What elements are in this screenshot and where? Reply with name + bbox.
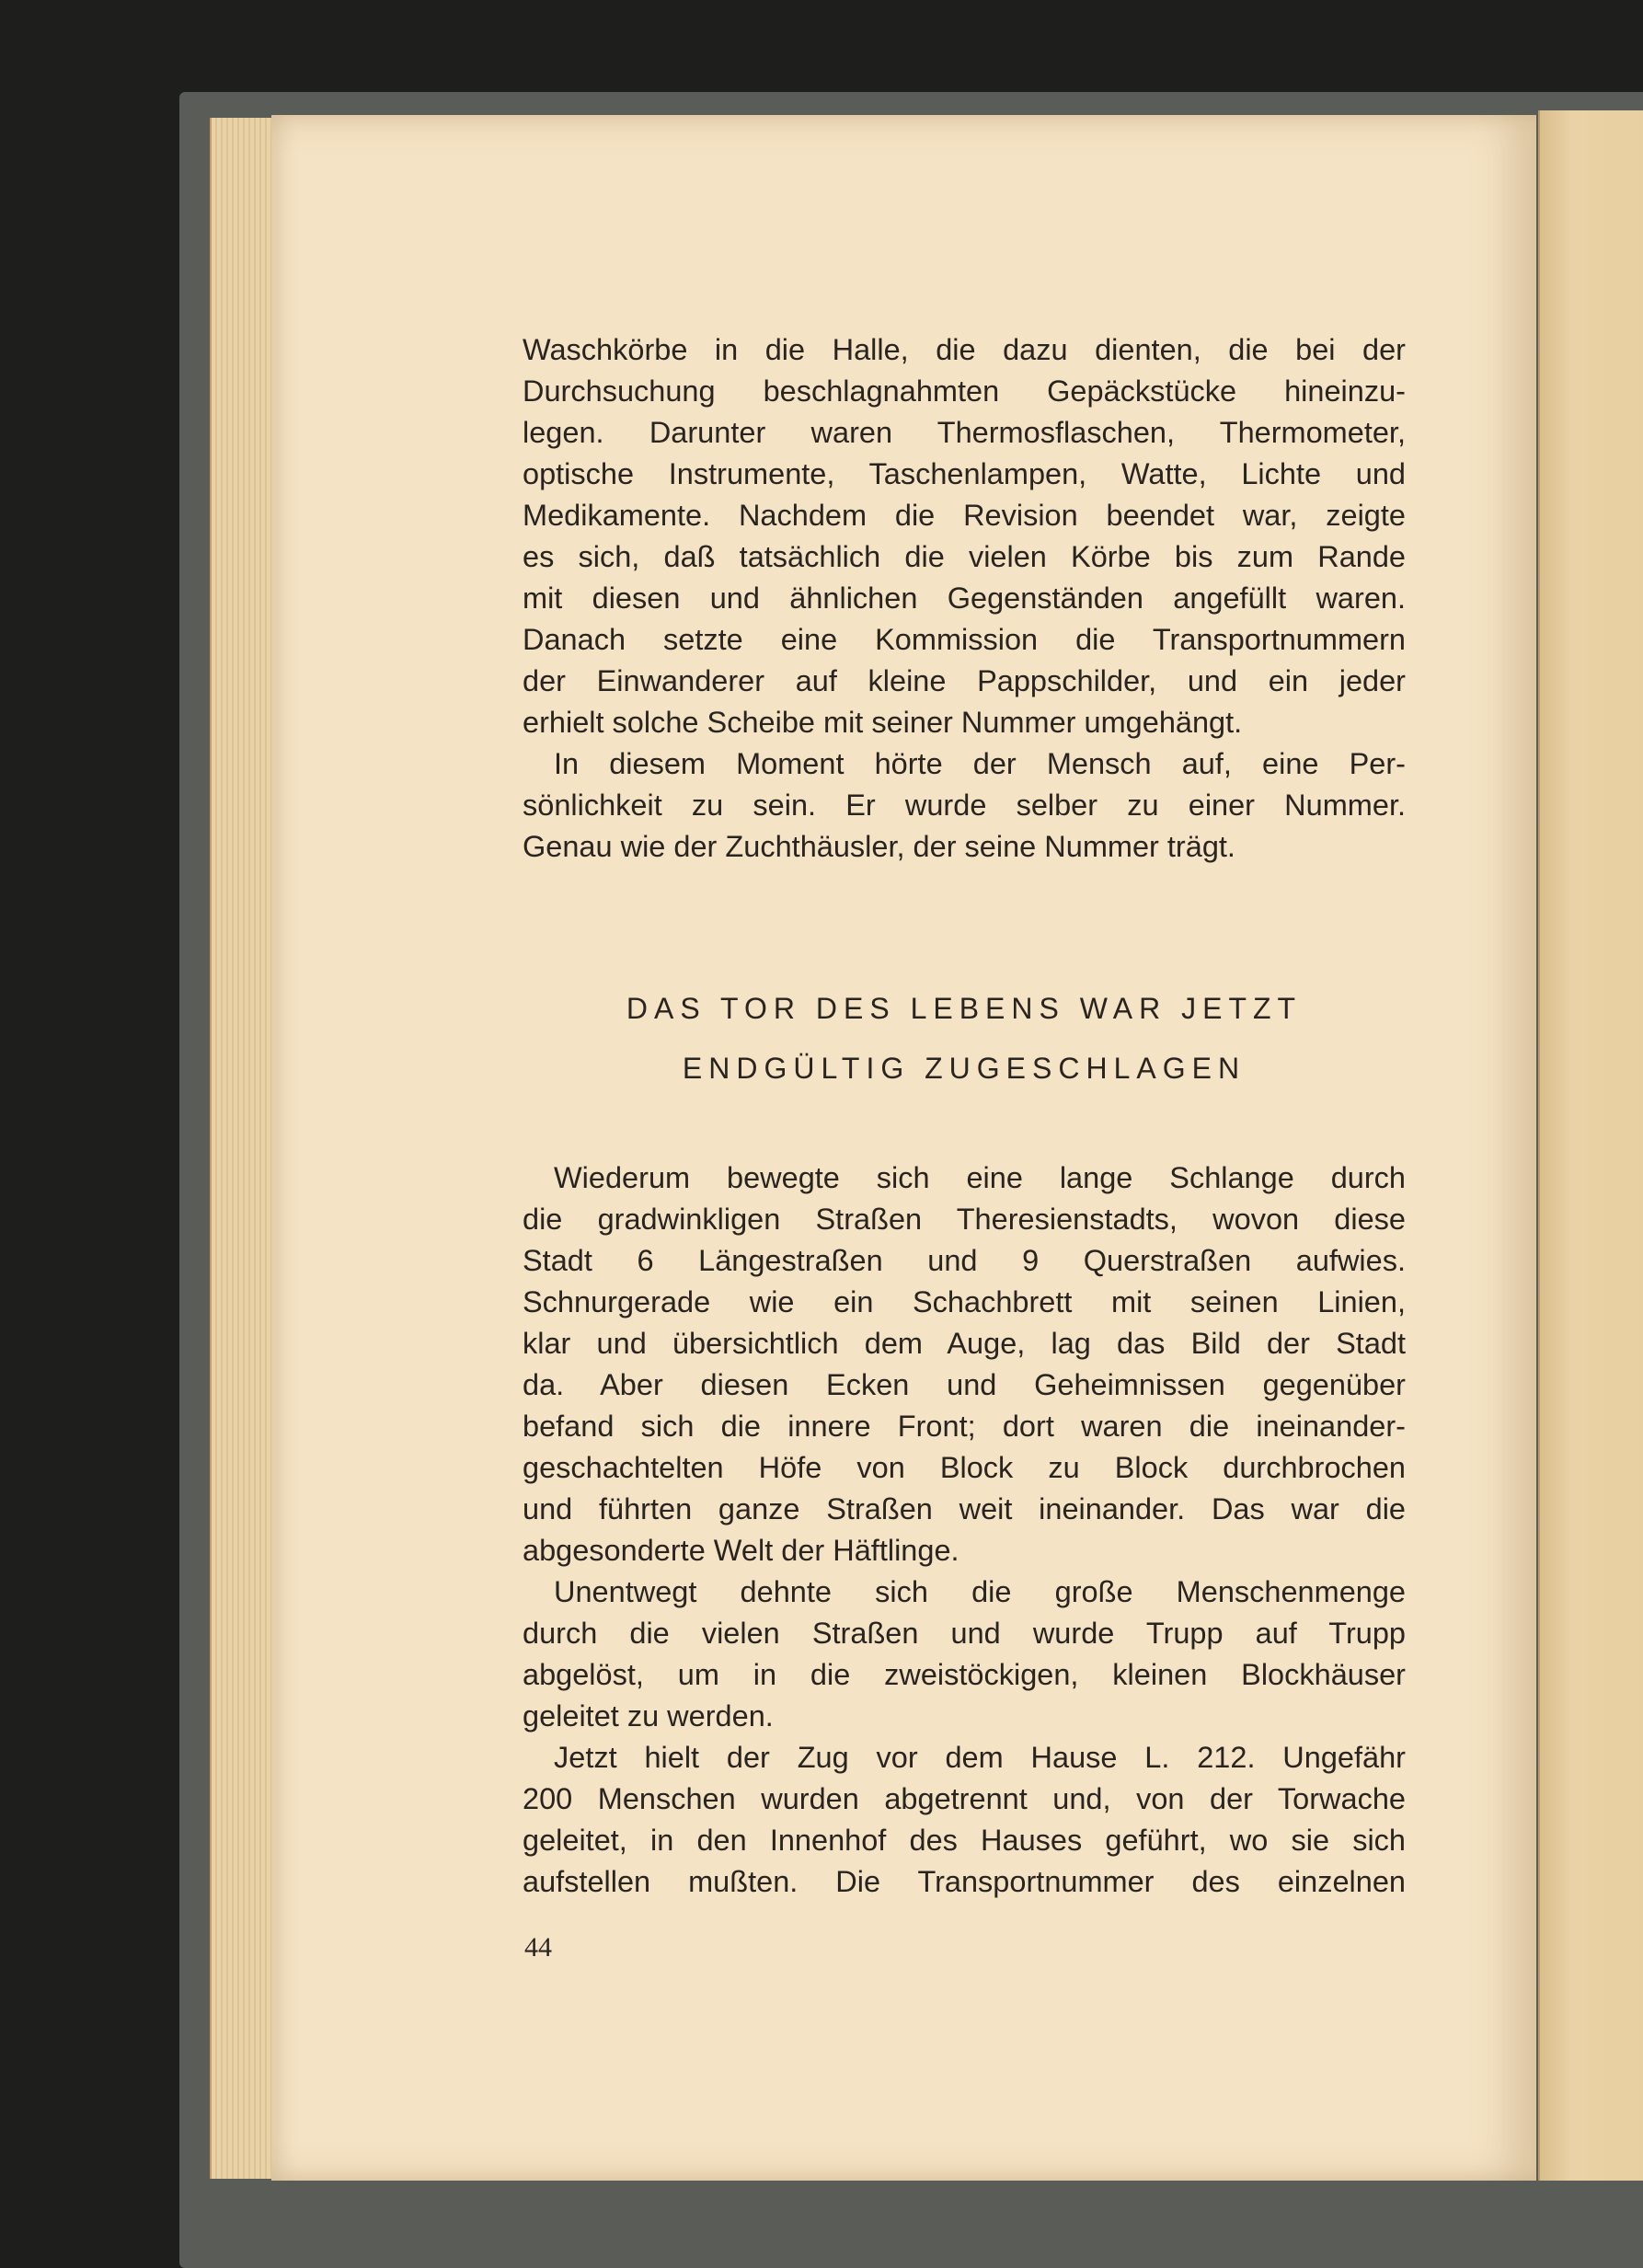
next-page-edge <box>1538 110 1643 2181</box>
text-line: Wiederum bewegte sich eine lange Schlange durch <box>554 1161 1406 1194</box>
text-line: geleitet zu werden. <box>523 1699 774 1733</box>
text-line: abgelöst, um in die zweistöckigen, kleinen Blockhäuser <box>523 1658 1406 1691</box>
paragraph-3 <box>523 1157 1406 1571</box>
text-line: Medikamente. Nachdem die Revision beendet war, zeigte <box>523 499 1406 532</box>
text-line: Durchsuchung beschlagnahmten Gepäckstücke hineinzu- <box>523 374 1406 408</box>
text-line: der Einwanderer auf kleine Pappschilder, und ein jeder <box>523 664 1406 697</box>
text-line: aufstellen mußten. Die Transportnummer des einzelnen <box>523 1865 1406 1898</box>
text-line: Jetzt hielt der Zug vor dem Hause L. 212. Ungefähr <box>554 1741 1406 1774</box>
text-line: geleitet, in den Innenhof des Hauses geführt, wo sie sich <box>523 1824 1406 1857</box>
text-line: erhielt solche Scheibe mit seiner Nummer umgehängt. <box>523 706 1243 739</box>
text-line: Danach setzte eine Kommission die Transportnummern <box>523 623 1406 656</box>
body-text-bottom <box>523 1157 1406 1903</box>
chapter-heading-line-1: DAS TOR DES LEBENS WAR JETZT <box>626 992 1303 1025</box>
text-line: da. Aber diesen Ecken und Geheimnissen gegenüber <box>523 1368 1406 1401</box>
text-line: Stadt 6 Längestraßen und 9 Querstraßen aufwies. <box>523 1244 1406 1277</box>
text-line: In diesem Moment hörte der Mensch auf, eine Per- <box>554 747 1406 780</box>
text-line: befand sich die innere Front; dort waren die ineinander- <box>523 1410 1406 1443</box>
text-line: die gradwinkligen Straßen Theresienstadts, wovon diese <box>523 1203 1406 1236</box>
paragraph-4 <box>523 1571 1406 1737</box>
text-line: abgesonderte Welt der Häftlinge. <box>523 1534 959 1567</box>
text-line: klar und übersichtlich dem Auge, lag das Bild der Stadt <box>523 1327 1406 1360</box>
text-line: es sich, daß tatsächlich die vielen Körbe bis zum Rande <box>523 540 1406 573</box>
text-line: optische Instrumente, Taschenlampen, Watte, Lichte und <box>523 457 1406 490</box>
text-line: mit diesen und ähnlichen Gegenständen angefüllt waren. <box>523 581 1406 615</box>
text-line: Waschkörbe in die Halle, die dazu dienten, die bei der <box>523 333 1406 366</box>
paragraph-5 <box>523 1737 1406 1903</box>
text-line: legen. Darunter waren Thermosflaschen, Thermometer, <box>523 416 1406 449</box>
text-line: 200 Menschen wurden abgetrennt und, von der Torwache <box>523 1782 1406 1815</box>
text-line: Unentwegt dehnte sich die große Menschenmenge <box>554 1575 1406 1608</box>
text-line: geschachtelten Höfe von Block zu Block durchbrochen <box>523 1451 1406 1484</box>
paragraph-1 <box>523 329 1406 743</box>
text-line: und führten ganze Straßen weit ineinander. Das war die <box>523 1492 1406 1525</box>
text-line: Schnurgerade wie ein Schachbrett mit seinen Linien, <box>523 1285 1406 1318</box>
body-text-top <box>523 329 1406 868</box>
text-line: sönlichkeit zu sein. Er wurde selber zu einer Nummer. <box>523 789 1406 822</box>
page-number: 44 <box>524 1932 552 1963</box>
paragraph-2 <box>523 743 1406 868</box>
text-line: durch die vielen Straßen und wurde Trupp auf Trupp <box>523 1617 1406 1650</box>
chapter-heading-line-2: ENDGÜLTIG ZUGESCHLAGEN <box>682 1052 1247 1085</box>
text-line: Genau wie der Zuchthäusler, der seine Nummer trägt. <box>523 830 1235 863</box>
